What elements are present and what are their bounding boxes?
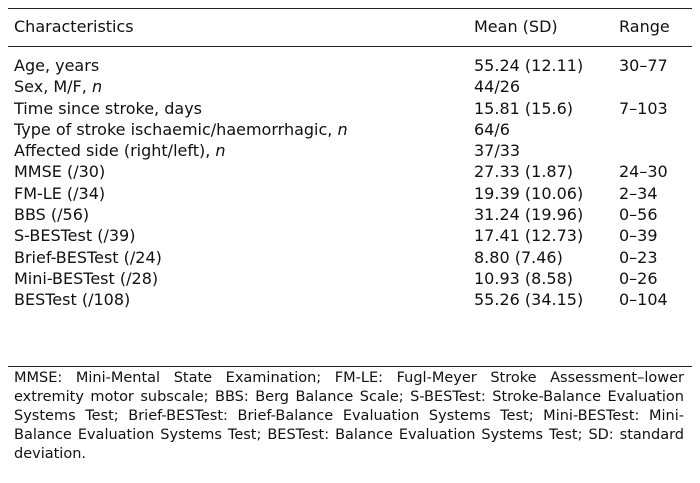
- row-range: 0–39: [619, 226, 658, 246]
- header-characteristics: Characteristics: [14, 17, 134, 36]
- table-body: [8, 56, 692, 312]
- row-label: Mini-BESTest (/28): [14, 268, 159, 288]
- row-label: Age, years: [14, 56, 100, 75]
- row-mean-sd: 8.80 (7.46): [474, 247, 563, 267]
- row-mean-sd: 44/26: [474, 77, 521, 97]
- table-row: [8, 290, 692, 311]
- table-row: [8, 205, 692, 226]
- row-range: 2–34: [619, 183, 658, 203]
- row-mean-sd: 15.81 (15.6): [474, 98, 573, 118]
- table-row: [8, 248, 692, 269]
- table-header-rule: [8, 46, 692, 47]
- row-mean-sd: 17.41 (12.73): [474, 226, 584, 246]
- row-label: FM-LE (/34): [14, 183, 106, 203]
- row-range: 0–56: [619, 205, 658, 225]
- table-row: [8, 226, 692, 247]
- row-mean-sd: 64/6: [474, 119, 510, 139]
- row-range: 7–103: [619, 98, 668, 118]
- header-mean-sd: Mean (SD): [474, 17, 558, 36]
- row-label: Type of stroke ischaemic/haemorrhagic, n: [14, 119, 348, 139]
- row-label: MMSE (/30): [14, 162, 106, 182]
- row-label: Brief-BESTest (/24): [14, 247, 162, 267]
- table-header-row: [8, 17, 692, 41]
- table-row: [8, 99, 692, 120]
- row-mean-sd: 10.93 (8.58): [474, 268, 573, 288]
- table-row: [8, 184, 692, 205]
- table-row: [8, 141, 692, 162]
- row-label: Time since stroke, days: [14, 98, 202, 118]
- row-mean-sd: 27.33 (1.87): [474, 162, 573, 182]
- row-label: Sex, M/F, n: [14, 77, 103, 97]
- table-top-rule: [8, 8, 692, 9]
- row-range: 30–77: [619, 56, 668, 75]
- row-mean-sd: 55.26 (34.15): [474, 290, 584, 310]
- row-label: Affected side (right/left), n: [14, 141, 226, 161]
- row-range: 0–23: [619, 247, 658, 267]
- row-mean-sd: 19.39 (10.06): [474, 183, 584, 203]
- table-row: [8, 162, 692, 183]
- row-range: 24–30: [619, 162, 668, 182]
- row-label: BESTest (/108): [14, 290, 131, 310]
- row-mean-sd: 37/33: [474, 141, 521, 161]
- table-footnote: MMSE: Mini-Mental State Examination; FM-LE: Fugl-Meyer Stroke Assessment–lower extremity motor subscale; BBS: Berg Balance Scale; S-BESTest: Stroke-Balance Evaluation Systems Test; Brief-BESTest: Brief-Balance Evaluation Systems Test; Mini-BESTest: Mini-Balance Evaluation Systems Test; BESTest: Balance Evaluation Systems Test; SD: standard deviation.: [14, 370, 684, 462]
- header-range: Range: [619, 17, 670, 36]
- table-row: [8, 120, 692, 141]
- row-label: S-BESTest (/39): [14, 226, 136, 246]
- table-row: [8, 56, 692, 77]
- row-mean-sd: 31.24 (19.96): [474, 205, 584, 225]
- table-row: [8, 269, 692, 290]
- table-bottom-rule: [8, 366, 692, 367]
- table-row: [8, 77, 692, 98]
- row-label: BBS (/56): [14, 205, 90, 225]
- row-range: 0–104: [619, 290, 668, 310]
- row-range: 0–26: [619, 268, 658, 288]
- row-mean-sd: 55.24 (12.11): [474, 56, 584, 75]
